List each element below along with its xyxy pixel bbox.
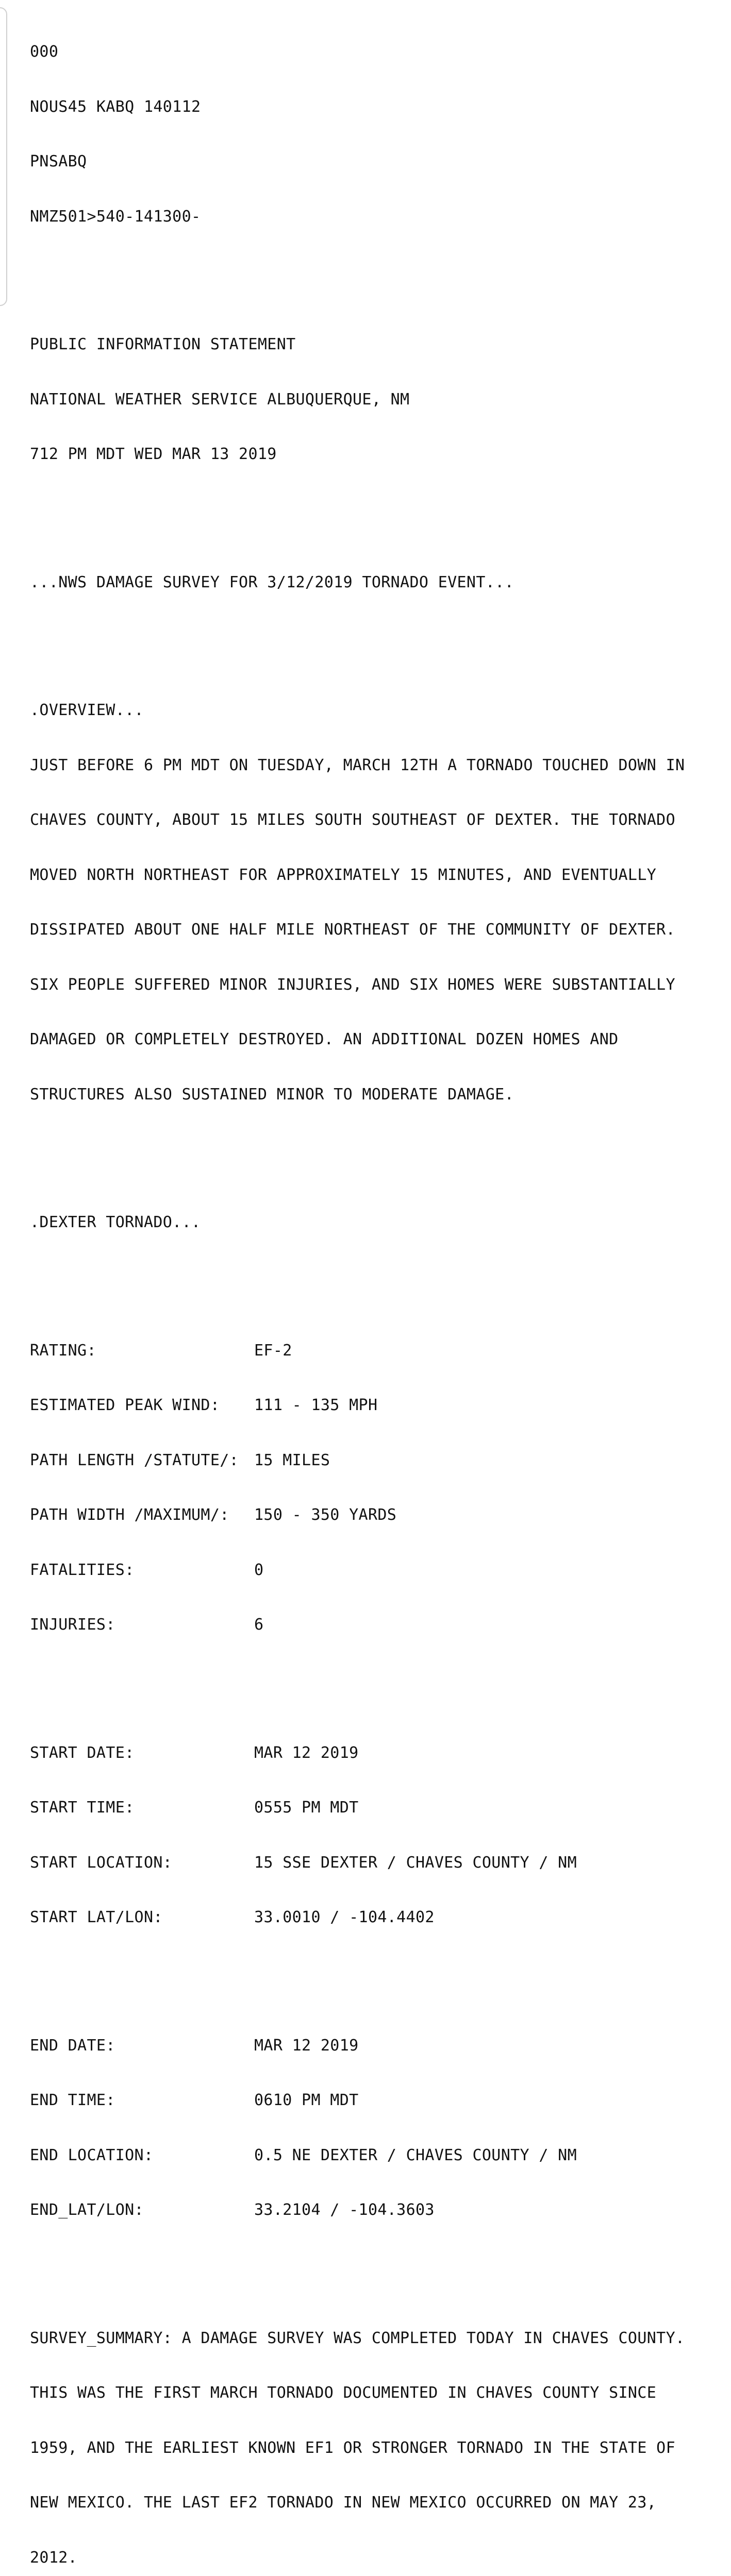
blank-line <box>30 1963 685 1982</box>
start-value: MAR 12 2019 <box>254 1743 359 1762</box>
start-row <box>30 1854 685 1872</box>
summary-line: SURVEY_SUMMARY: A DAMAGE SURVEY WAS COMPLETED TODAY IN CHAVES COUNTY. <box>30 2329 685 2347</box>
statement-office: NATIONAL WEATHER SERVICE ALBUQUERQUE, NM <box>30 390 410 409</box>
stat-row <box>30 1616 685 1634</box>
header-line: 000 <box>30 43 59 61</box>
overview-line: STRUCTURES ALSO SUSTAINED MINOR TO MODERATE DAMAGE. <box>30 1085 514 1104</box>
start-value: 0555 PM MDT <box>254 1799 359 1817</box>
end-value: MAR 12 2019 <box>254 2036 359 2055</box>
end-value: 33.2104 / -104.3603 <box>254 2201 435 2219</box>
summary-line: 2012. <box>30 2548 78 2567</box>
end-label: END TIME: <box>30 2091 115 2109</box>
end-value: 0.5 NE DEXTER / CHAVES COUNTY / NM <box>254 2146 577 2164</box>
overview-line: DAMAGED OR COMPLETELY DESTROYED. AN ADDITIONAL DOZEN HOMES AND <box>30 1030 619 1048</box>
header-line: PNSABQ <box>30 152 87 171</box>
stat-value: 15 MILES <box>254 1451 330 1469</box>
stat-value: EF-2 <box>254 1341 292 1360</box>
stat-row <box>30 1342 685 1360</box>
summary-line: THIS WAS THE FIRST MARCH TORNADO DOCUMENTED IN CHAVES COUNTY SINCE <box>30 2384 657 2402</box>
stat-label: ESTIMATED PEAK WIND: <box>30 1396 220 1414</box>
start-label: START TIME: <box>30 1799 135 1817</box>
start-row <box>30 1908 685 1927</box>
stat-value: 6 <box>254 1616 264 1634</box>
summary-line: NEW MEXICO. THE LAST EF2 TORNADO IN NEW MEXICO OCCURRED ON MAY 23, <box>30 2494 657 2512</box>
end-row <box>30 2037 685 2055</box>
start-label: START DATE: <box>30 1743 135 1762</box>
stat-label: RATING: <box>30 1341 96 1360</box>
overview-line: DISSIPATED ABOUT ONE HALF MILE NORTHEAST OF THE COMMUNITY OF DEXTER. <box>30 921 675 939</box>
blank-line <box>30 1671 685 1689</box>
stat-value: 111 - 135 MPH <box>254 1396 378 1414</box>
blank-line <box>30 2256 685 2275</box>
end-row <box>30 2146 685 2165</box>
headline: ...NWS DAMAGE SURVEY FOR 3/12/2019 TORNADO EVENT... <box>30 573 514 591</box>
statement-text <box>30 6 685 2576</box>
blank-line <box>30 262 685 281</box>
header-line: NOUS45 KABQ 140112 <box>30 97 201 116</box>
blank-line <box>30 1140 685 1159</box>
stat-label: PATH WIDTH /MAXIMUM/: <box>30 1506 229 1524</box>
blank-line <box>30 628 685 647</box>
overview-line: CHAVES COUNTY, ABOUT 15 MILES SOUTH SOUTHEAST OF DEXTER. THE TORNADO <box>30 811 675 829</box>
statement-title: PUBLIC INFORMATION STATEMENT <box>30 335 296 353</box>
start-row <box>30 1799 685 1817</box>
end-label: END_LAT/LON: <box>30 2201 144 2219</box>
start-row <box>30 1744 685 1762</box>
stat-label: INJURIES: <box>30 1616 115 1634</box>
overview-heading: .OVERVIEW... <box>30 701 144 719</box>
stat-row <box>30 1506 685 1524</box>
end-row <box>30 2201 685 2219</box>
overview-line: JUST BEFORE 6 PM MDT ON TUESDAY, MARCH 12TH A TORNADO TOUCHED DOWN IN <box>30 756 685 774</box>
stat-value: 0 <box>254 1561 264 1579</box>
blank-line <box>30 1268 685 1287</box>
blank-line <box>30 500 685 519</box>
start-label: START LAT/LON: <box>30 1908 163 1926</box>
stat-row <box>30 1451 685 1470</box>
statement-issued: 712 PM MDT WED MAR 13 2019 <box>30 445 277 463</box>
start-value: 15 SSE DEXTER / CHAVES COUNTY / NM <box>254 1853 577 1872</box>
summary-line: 1959, AND THE EARLIEST KNOWN EF1 OR STRONGER TORNADO IN THE STATE OF <box>30 2438 675 2457</box>
overview-line: SIX PEOPLE SUFFERED MINOR INJURIES, AND SIX HOMES WERE SUBSTANTIALLY <box>30 975 675 994</box>
scroll-indicator[interactable] <box>0 7 7 306</box>
end-label: END LOCATION: <box>30 2146 154 2164</box>
header-line: NMZ501>540-141300- <box>30 207 201 226</box>
stat-row <box>30 1561 685 1580</box>
stat-value: 150 - 350 YARDS <box>254 1506 397 1524</box>
end-value: 0610 PM MDT <box>254 2091 359 2109</box>
tornado-heading: .DEXTER TORNADO... <box>30 1213 201 1231</box>
stat-row <box>30 1396 685 1415</box>
start-label: START LOCATION: <box>30 1853 173 1872</box>
end-label: END DATE: <box>30 2036 115 2055</box>
overview-line: MOVED NORTH NORTHEAST FOR APPROXIMATELY 15 MINUTES, AND EVENTUALLY <box>30 866 657 884</box>
stat-label: PATH LENGTH /STATUTE/: <box>30 1451 239 1469</box>
stat-label: FATALITIES: <box>30 1561 135 1579</box>
end-row <box>30 2091 685 2110</box>
start-value: 33.0010 / -104.4402 <box>254 1908 435 1926</box>
